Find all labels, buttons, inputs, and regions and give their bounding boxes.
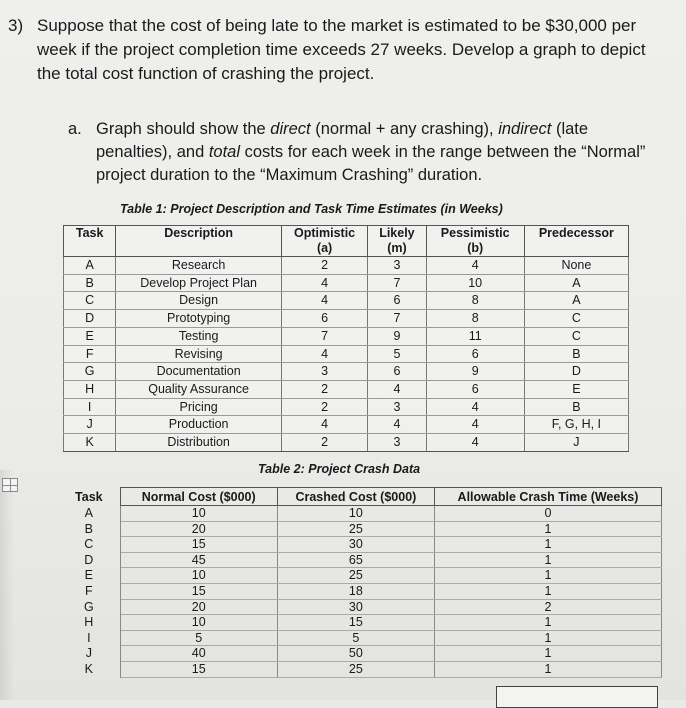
likely-cell: 7 xyxy=(368,274,426,292)
crashed-cost-cell: 10 xyxy=(277,506,434,522)
allowable-crash-cell: 1 xyxy=(434,568,661,584)
table-row xyxy=(64,310,629,328)
page-edge-shadow xyxy=(0,470,14,700)
table2-caption: Table 2: Project Crash Data xyxy=(258,462,421,476)
sub-question-letter: a. xyxy=(68,120,82,138)
table-row xyxy=(64,292,629,310)
predecessor-cell: J xyxy=(524,434,628,452)
normal-cost-cell: 10 xyxy=(120,568,277,584)
predecessor-cell: A xyxy=(524,274,628,292)
description-cell: Documentation xyxy=(116,363,282,381)
question-text: Suppose that the cost of being late to the market is estimated to be $30,000 per week if the project completion time exceeds 27 weeks. Develop a graph to depict the total cost function of crashing the project. xyxy=(37,16,646,83)
predecessor-cell: B xyxy=(524,398,628,416)
pessimistic-cell: 6 xyxy=(426,380,524,398)
pessimistic-cell: 6 xyxy=(426,345,524,363)
allowable-crash-cell: 1 xyxy=(434,630,661,646)
task-cell: J xyxy=(64,416,116,434)
table-row xyxy=(58,661,662,677)
table-row xyxy=(58,506,662,522)
allowable-crash-cell: 1 xyxy=(434,521,661,537)
likely-cell: 3 xyxy=(368,434,426,452)
likely-cell: 4 xyxy=(368,416,426,434)
pessimistic-cell: 10 xyxy=(426,274,524,292)
normal-cost-cell: 5 xyxy=(120,630,277,646)
task-cell: D xyxy=(64,310,116,328)
likely-cell: 9 xyxy=(368,327,426,345)
table-row xyxy=(58,599,662,615)
table-row xyxy=(64,257,629,275)
likely-cell: 4 xyxy=(368,380,426,398)
task-cell: A xyxy=(64,257,116,275)
allowable-crash-cell: 0 xyxy=(434,506,661,522)
table-row xyxy=(58,646,662,662)
task-cell: F xyxy=(58,583,120,599)
header-predecessor: Predecessor xyxy=(524,226,628,257)
predecessor-cell: E xyxy=(524,380,628,398)
optimistic-cell: 6 xyxy=(281,310,367,328)
header-task: Task xyxy=(64,226,116,257)
pessimistic-cell: 8 xyxy=(426,310,524,328)
likely-cell: 7 xyxy=(368,310,426,328)
likely-cell: 5 xyxy=(368,345,426,363)
answer-box[interactable] xyxy=(496,686,658,708)
allowable-crash-cell: 1 xyxy=(434,552,661,568)
crashed-cost-cell: 25 xyxy=(277,568,434,584)
question-number: 3) xyxy=(8,16,24,35)
crashed-cost-cell: 5 xyxy=(277,630,434,646)
pessimistic-cell: 4 xyxy=(426,416,524,434)
description-cell: Distribution xyxy=(116,434,282,452)
description-cell: Production xyxy=(116,416,282,434)
predecessor-cell: D xyxy=(524,363,628,381)
table-row xyxy=(64,434,629,452)
crashed-cost-cell: 15 xyxy=(277,615,434,631)
normal-cost-cell: 20 xyxy=(120,599,277,615)
likely-cell: 3 xyxy=(368,398,426,416)
task-cell: C xyxy=(64,292,116,310)
allowable-crash-cell: 1 xyxy=(434,646,661,662)
table-move-handle-icon[interactable] xyxy=(2,478,18,492)
table-row xyxy=(64,345,629,363)
description-cell: Testing xyxy=(116,327,282,345)
task-cell: A xyxy=(58,506,120,522)
normal-cost-cell: 45 xyxy=(120,552,277,568)
crashed-cost-cell: 25 xyxy=(277,521,434,537)
predecessor-cell: None xyxy=(524,257,628,275)
normal-cost-cell: 15 xyxy=(120,583,277,599)
likely-cell: 3 xyxy=(368,257,426,275)
normal-cost-cell: 15 xyxy=(120,661,277,677)
table-row xyxy=(58,537,662,553)
header-pessimistic: Pessimistic (b) xyxy=(426,226,524,257)
normal-cost-cell: 10 xyxy=(120,615,277,631)
table-row xyxy=(64,380,629,398)
optimistic-cell: 2 xyxy=(281,257,367,275)
table-row xyxy=(58,615,662,631)
allowable-crash-cell: 1 xyxy=(434,615,661,631)
task-cell: G xyxy=(58,599,120,615)
description-cell: Prototyping xyxy=(116,310,282,328)
description-cell: Quality Assurance xyxy=(116,380,282,398)
pessimistic-cell: 8 xyxy=(426,292,524,310)
optimistic-cell: 2 xyxy=(281,380,367,398)
normal-cost-cell: 40 xyxy=(120,646,277,662)
header-allowable-crash-time: Allowable Crash Time (Weeks) xyxy=(434,488,661,506)
task-cell: H xyxy=(58,615,120,631)
normal-cost-cell: 20 xyxy=(120,521,277,537)
predecessor-cell: A xyxy=(524,292,628,310)
likely-cell: 6 xyxy=(368,363,426,381)
optimistic-cell: 3 xyxy=(281,363,367,381)
crashed-cost-cell: 65 xyxy=(277,552,434,568)
sub-question-text: Graph should show the direct (normal + any crashing), indirect (late penalties), and total costs for each week in the range between the “Normal” project duration to the “Maximum Crashing” duration. xyxy=(96,120,646,184)
pessimistic-cell: 11 xyxy=(426,327,524,345)
task-cell: E xyxy=(64,327,116,345)
task-cell: D xyxy=(58,552,120,568)
table-row xyxy=(64,398,629,416)
optimistic-cell: 4 xyxy=(281,416,367,434)
task-cell: K xyxy=(58,661,120,677)
pessimistic-cell: 4 xyxy=(426,398,524,416)
table-row xyxy=(58,552,662,568)
description-cell: Design xyxy=(116,292,282,310)
predecessor-cell: F, G, H, I xyxy=(524,416,628,434)
optimistic-cell: 4 xyxy=(281,292,367,310)
crashed-cost-cell: 25 xyxy=(277,661,434,677)
task-estimates-table xyxy=(63,225,629,452)
likely-cell: 6 xyxy=(368,292,426,310)
description-cell: Revising xyxy=(116,345,282,363)
normal-cost-cell: 10 xyxy=(120,506,277,522)
predecessor-cell: C xyxy=(524,310,628,328)
task-cell: B xyxy=(64,274,116,292)
header-likely: Likely (m) xyxy=(368,226,426,257)
optimistic-cell: 2 xyxy=(281,434,367,452)
crash-data-table xyxy=(58,487,662,678)
table-row xyxy=(58,583,662,599)
crashed-cost-cell: 18 xyxy=(277,583,434,599)
table-row xyxy=(58,568,662,584)
crashed-cost-cell: 50 xyxy=(277,646,434,662)
task-cell: F xyxy=(64,345,116,363)
optimistic-cell: 2 xyxy=(281,398,367,416)
task-cell: K xyxy=(64,434,116,452)
table1-caption: Table 1: Project Description and Task Time Estimates (in Weeks) xyxy=(120,202,503,216)
header-normal-cost: Normal Cost ($000) xyxy=(120,488,277,506)
description-cell: Pricing xyxy=(116,398,282,416)
header-description: Description xyxy=(116,226,282,257)
header-task: Task xyxy=(75,489,103,504)
predecessor-cell: C xyxy=(524,327,628,345)
pessimistic-cell: 4 xyxy=(426,434,524,452)
allowable-crash-cell: 1 xyxy=(434,661,661,677)
table-row xyxy=(58,521,662,537)
task-cell: G xyxy=(64,363,116,381)
allowable-crash-cell: 1 xyxy=(434,537,661,553)
allowable-crash-cell: 1 xyxy=(434,583,661,599)
task-cell: B xyxy=(58,521,120,537)
normal-cost-cell: 15 xyxy=(120,537,277,553)
predecessor-cell: B xyxy=(524,345,628,363)
task-cell: I xyxy=(58,630,120,646)
task-cell: J xyxy=(58,646,120,662)
task-cell: E xyxy=(58,568,120,584)
table-row xyxy=(64,274,629,292)
crashed-cost-cell: 30 xyxy=(277,537,434,553)
allowable-crash-cell: 2 xyxy=(434,599,661,615)
crashed-cost-cell: 30 xyxy=(277,599,434,615)
table-row xyxy=(58,630,662,646)
task-cell: H xyxy=(64,380,116,398)
table-row xyxy=(64,416,629,434)
optimistic-cell: 4 xyxy=(281,274,367,292)
header-optimistic: Optimistic (a) xyxy=(281,226,367,257)
task-cell: C xyxy=(58,537,120,553)
table-row xyxy=(64,327,629,345)
header-crashed-cost: Crashed Cost ($000) xyxy=(277,488,434,506)
description-cell: Research xyxy=(116,257,282,275)
pessimistic-cell: 9 xyxy=(426,363,524,381)
optimistic-cell: 7 xyxy=(281,327,367,345)
task-cell: I xyxy=(64,398,116,416)
table-row xyxy=(64,363,629,381)
optimistic-cell: 4 xyxy=(281,345,367,363)
description-cell: Develop Project Plan xyxy=(116,274,282,292)
pessimistic-cell: 4 xyxy=(426,257,524,275)
